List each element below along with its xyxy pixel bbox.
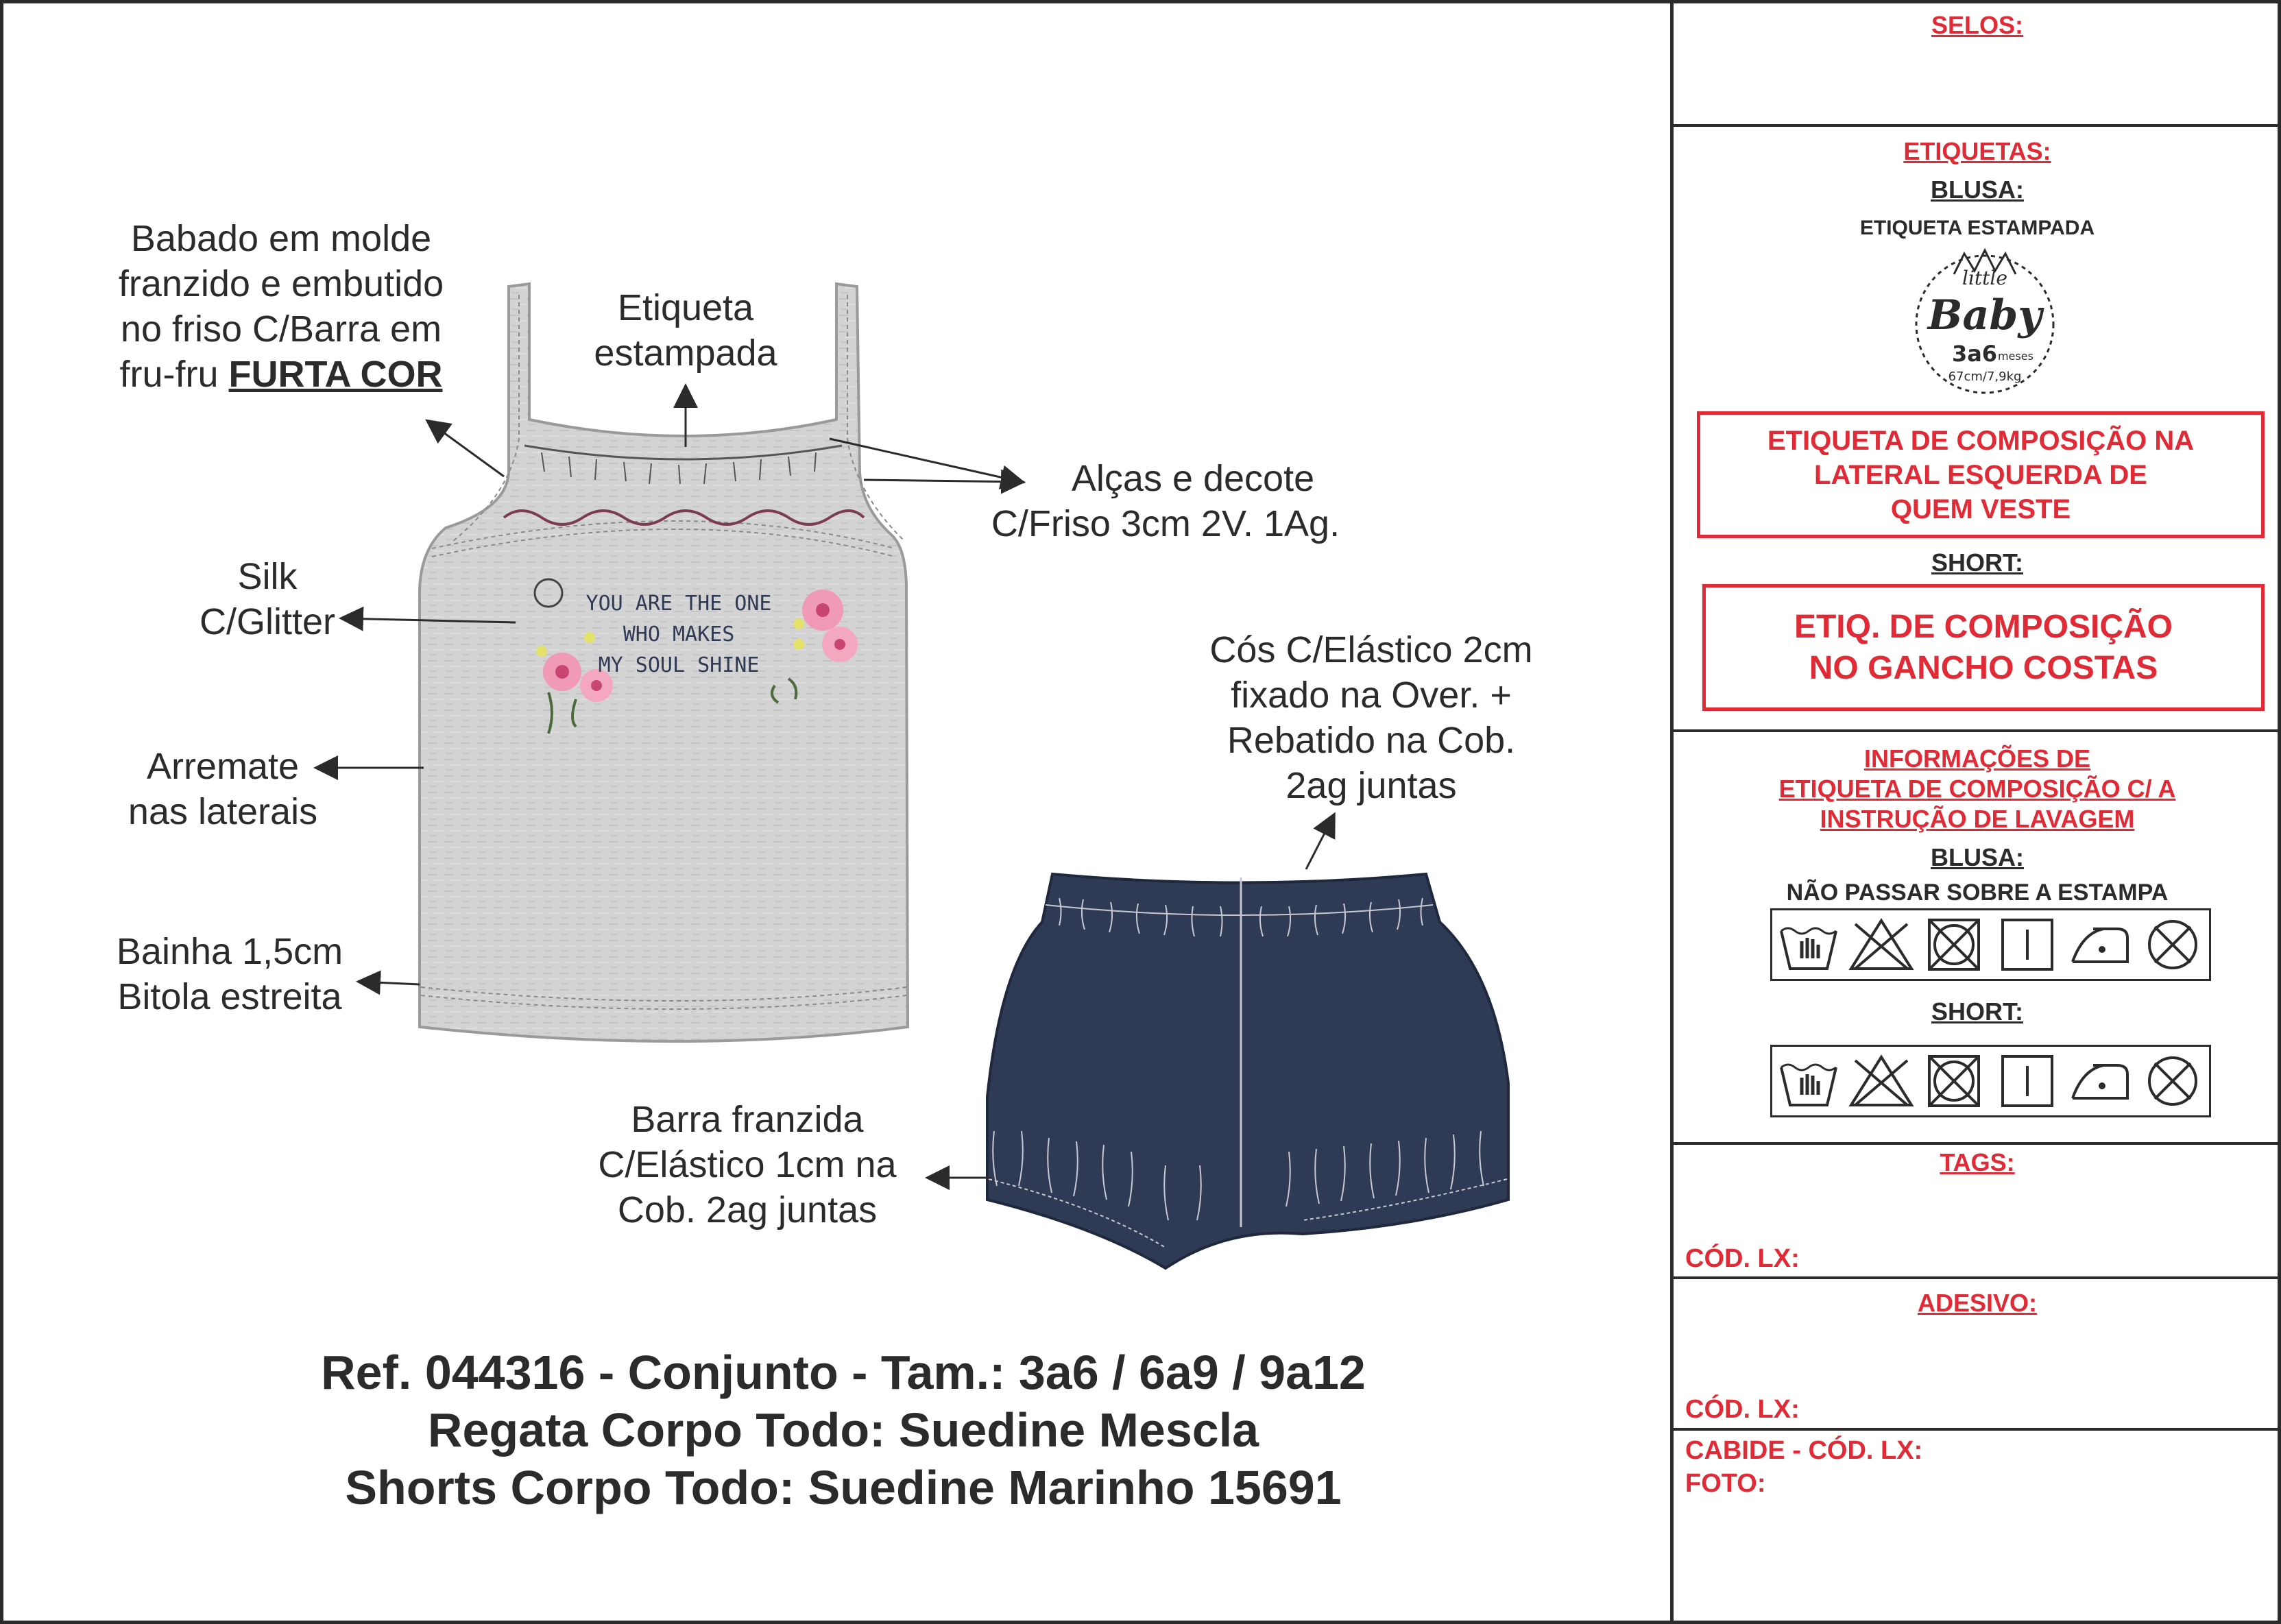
etiquetas-heading: ETIQUETAS:	[1903, 137, 2051, 165]
blusa-care-heading: BLUSA:	[1931, 843, 2024, 871]
adesivo-heading: ADESIVO:	[1917, 1289, 2038, 1317]
line-dry-icon	[1994, 1048, 2060, 1114]
nao-passar-label: NÃO PASSAR SOBRE A ESTAMPA	[1786, 880, 2169, 906]
little-baby-logo	[1906, 243, 2071, 394]
iron-low-icon	[2067, 1048, 2133, 1114]
annotation-alcas: Alças e decote C/Friso 3cm 2V. 1Ag.	[991, 458, 1340, 544]
sidebar-rule	[1674, 1276, 2281, 1279]
annotation-etiqueta: Etiqueta estampada	[594, 287, 777, 374]
line-dry-icon	[1994, 912, 2060, 978]
annotation-cos: Cós C/Elástico 2cm fixado na Over. + Rebatido na Cob. 2ag juntas	[1209, 629, 1533, 806]
print-line-3: MY SOUL SHINE	[598, 653, 760, 677]
tags-heading: TAGS:	[1940, 1148, 2015, 1176]
reference-line-2: Regata Corpo Todo: Suedine Mescla	[427, 1403, 1259, 1457]
care-symbols-blusa	[1770, 908, 2211, 981]
annotation-barra: Barra franzida C/Elástico 1cm na Cob. 2ag juntas	[598, 1099, 897, 1231]
sidebar-rule	[1674, 729, 2281, 732]
do-not-dry-clean-icon	[2140, 1048, 2206, 1114]
foto-label: FOTO:	[1685, 1469, 1766, 1498]
short-heading: SHORT:	[1931, 548, 2023, 577]
cabide-cod-lx: CABIDE - CÓD. LX:	[1685, 1436, 1923, 1465]
annotation-babado: Babado em molde franzido e embutido no friso C/Barra em fru-fru FURTA COR	[118, 218, 444, 395]
svg-text:3a6: 3a6	[1951, 341, 1998, 367]
reference-line-3: Shorts Corpo Todo: Suedine Marinho 15691	[345, 1461, 1342, 1514]
informacoes-heading: INFORMAÇÕES DE ETIQUETA DE COMPOSIÇÃO C/ A INSTRUÇÃO DE LAVAGEM	[1778, 744, 2176, 833]
do-not-bleach-icon	[1848, 1048, 1914, 1114]
svg-text:little: little	[1962, 267, 2007, 289]
do-not-bleach-icon	[1848, 912, 1914, 978]
selos-heading: SELOS:	[1931, 11, 2023, 39]
sidebar-rule	[1674, 124, 2281, 127]
furta-cor-emphasis: FURTA COR	[228, 354, 443, 395]
reference-line-1: Ref. 044316 - Conjunto - Tam.: 3a6 / 6a9 / 9a12	[321, 1346, 1366, 1399]
sidebar-rule	[1674, 1142, 2281, 1145]
sidebar-rule	[1674, 1428, 2281, 1431]
do-not-tumble-dry-icon	[1921, 1048, 1987, 1114]
etiqueta-estampada-label: ETIQUETA ESTAMPADA	[1859, 217, 2095, 239]
composicao-short-box: ETIQ. DE COMPOSIÇÃO NO GANCHO COSTAS	[1702, 584, 2265, 711]
reference-block	[247, 1344, 1440, 1516]
short-care-heading: SHORT:	[1931, 997, 2023, 1026]
cod-lx-tags: CÓD. LX:	[1685, 1244, 1800, 1273]
iron-low-icon	[2067, 912, 2133, 978]
hand-wash-icon	[1776, 912, 1842, 978]
blusa-heading: BLUSA:	[1931, 175, 2024, 204]
print-line-1: YOU ARE THE ONE	[586, 592, 772, 616]
svg-text:67cm/7,9kg: 67cm/7,9kg	[1948, 369, 2022, 384]
hand-wash-icon	[1776, 1048, 1842, 1114]
cod-lx-adesivo: CÓD. LX:	[1685, 1395, 1800, 1424]
svg-text:meses: meses	[1998, 350, 2033, 363]
do-not-dry-clean-icon	[2140, 912, 2206, 978]
svg-text:Baby: Baby	[1927, 291, 2042, 339]
annotation-bainha: Bainha 1,5cm Bitola estreita	[116, 931, 343, 1017]
do-not-tumble-dry-icon	[1921, 912, 1987, 978]
annotation-silk: Silk C/Glitter	[199, 556, 336, 642]
print-line-2: WHO MAKES	[623, 622, 735, 646]
annotation-arremate: Arremate nas laterais	[128, 746, 318, 832]
composicao-blusa-box: ETIQUETA DE COMPOSIÇÃO NA LATERAL ESQUERDA DE QUEM VESTE	[1697, 411, 2265, 538]
care-symbols-short	[1770, 1045, 2211, 1117]
